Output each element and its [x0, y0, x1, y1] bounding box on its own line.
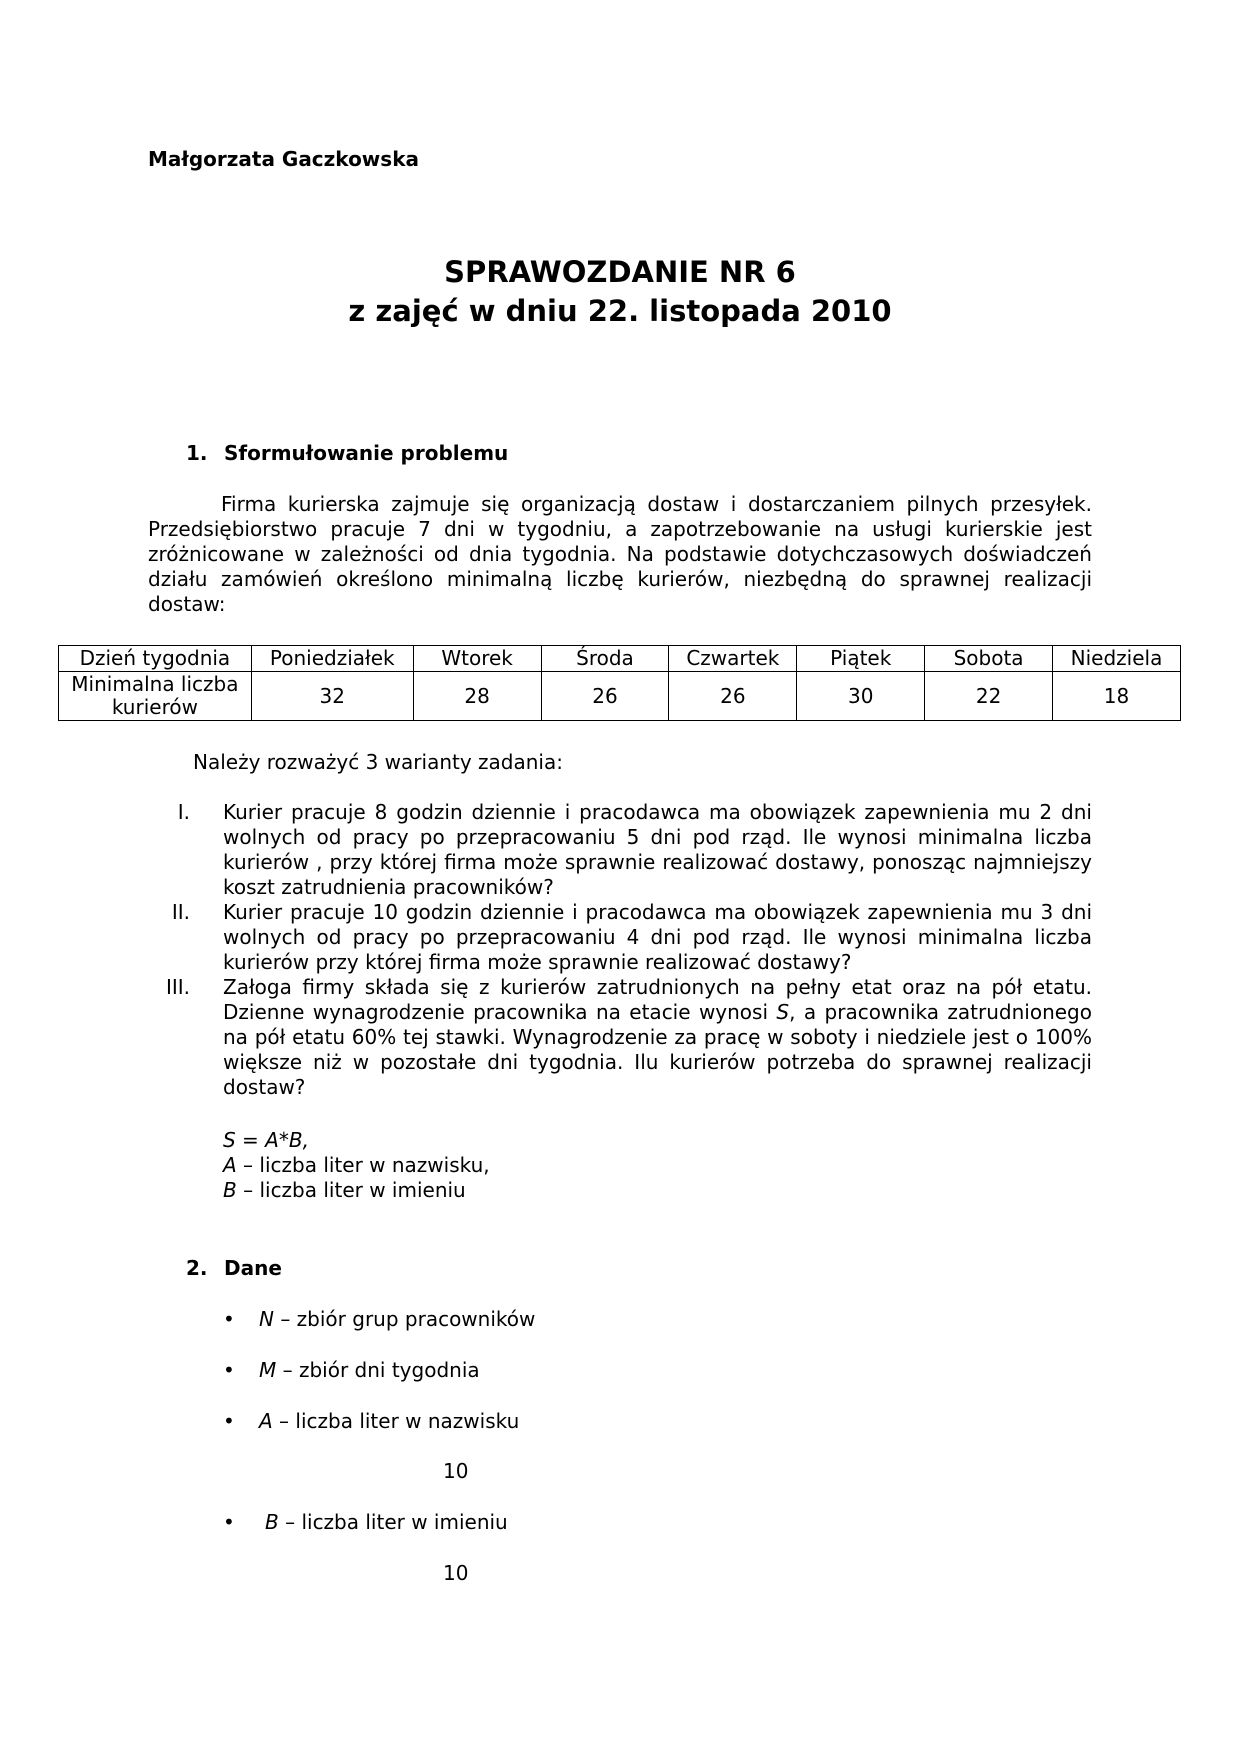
table-header-cell: Minimalna liczba kurierów — [59, 672, 252, 721]
bullet-var: A — [259, 1409, 273, 1433]
variant-item — [148, 800, 1092, 900]
section-number: 2. — [186, 1256, 208, 1280]
variant-item — [148, 900, 1092, 975]
bullet-icon: • — [223, 1409, 235, 1433]
variant-text-part: , a pracownika zatrudnionego na pół etatu 60% tej stawki. Wynagrodzenie za pracę w soboty i niedziele jest o 100% większe niż w pozostałe dni tygodnia. Ilu kurierów potrzeba do sprawnej realizacji dostaw? — [223, 1000, 1092, 1099]
value-b: 10 — [443, 1561, 469, 1585]
bullet-var: M — [259, 1358, 277, 1382]
formula-desc: – liczba liter w imieniu — [236, 1178, 466, 1202]
bullet-icon: • — [223, 1358, 235, 1382]
formula-desc: – liczba liter w nazwisku, — [236, 1153, 490, 1177]
table-cell: Wtorek — [413, 646, 541, 672]
formula-line — [223, 1178, 490, 1203]
table-row — [59, 672, 1181, 721]
variable-s: S — [776, 1000, 790, 1024]
bullet-desc: – zbiór grup pracowników — [273, 1307, 536, 1331]
table-cell: Poniedziałek — [251, 646, 413, 672]
bullet-text — [259, 1307, 535, 1331]
variant-item — [148, 975, 1092, 1100]
formula-line — [223, 1128, 490, 1153]
variant-text — [223, 975, 1092, 1100]
report-subtitle: z zajęć w dniu 22. listopada 2010 — [348, 294, 892, 328]
bullet-desc: – liczba liter w imieniu — [278, 1510, 508, 1534]
variant-text: Kurier pracuje 8 godzin dziennie i pracodawca ma obowiązek zapewnienia mu 2 dni wolnych od pracy po przepracowaniu 5 dni pod rząd. Ile wynosi minimalna liczba kurierów , przy której firma może sprawnie realizować dostawy, ponosząc najmniejszy koszt zatrudnienia pracowników? — [223, 800, 1092, 899]
bullet-text — [259, 1409, 519, 1433]
bullet-text — [265, 1510, 508, 1534]
section-title: Dane — [224, 1256, 282, 1280]
section-number: 1. — [186, 441, 208, 465]
bullet-text — [259, 1358, 480, 1382]
formula-block — [223, 1128, 490, 1203]
formula-expression: S = A*B, — [223, 1128, 309, 1152]
author-name: Małgorzata Gaczkowska — [148, 147, 419, 171]
bullet-icon: • — [223, 1510, 235, 1534]
table-cell: 18 — [1053, 672, 1181, 721]
bullet-var: N — [259, 1307, 274, 1331]
section-heading-2 — [186, 1256, 282, 1280]
variant-number: III. — [165, 975, 190, 999]
table-cell: 32 — [251, 672, 413, 721]
problem-paragraph — [148, 492, 1092, 617]
table-cell: Niedziela — [1053, 646, 1181, 672]
formula-var: A — [223, 1153, 237, 1177]
couriers-table — [58, 645, 1181, 721]
table-header-cell: Dzień tygodnia — [59, 646, 252, 672]
table-cell: Sobota — [925, 646, 1053, 672]
table-cell: Środa — [541, 646, 669, 672]
section-title: Sformułowanie problemu — [224, 441, 509, 465]
variant-number: II. — [171, 900, 190, 924]
table-cell: Piątek — [797, 646, 925, 672]
table-row — [59, 646, 1181, 672]
report-title: SPRAWOZDANIE NR 6 — [444, 255, 796, 289]
table-cell: Czwartek — [669, 646, 797, 672]
variants-intro: Należy rozważyć 3 warianty zadania: — [193, 750, 563, 774]
table-cell: 26 — [541, 672, 669, 721]
formula-line — [223, 1153, 490, 1178]
bullet-desc: – zbiór dni tygodnia — [276, 1358, 480, 1382]
table-cell: 22 — [925, 672, 1053, 721]
section-heading-1 — [186, 441, 508, 465]
value-a: 10 — [443, 1459, 469, 1483]
bullet-desc: – liczba liter w nazwisku — [272, 1409, 520, 1433]
formula-var: B — [223, 1178, 237, 1202]
problem-text: Firma kurierska zajmuje się organizacją dostaw i dostarczaniem pilnych przesyłek. Przedsiębiorstwo pracuje 7 dni w tygodniu, a zapotrzebowanie na usługi kurierskie jest zróżnicowane w zależności od dnia tygodnia. Na podstawie dotychczasowych doświadczeń działu zamówień określono minimalną liczbę kurierów, niezbędną do sprawnej realizacji dostaw: — [148, 492, 1092, 616]
variant-text-part: Załoga firmy składa się z kurierów zatrudnionych na pełny etat oraz na pół etatu. Dzienne wynagrodzenie pracownika na etacie wynosi — [223, 975, 1092, 1024]
variant-text: Kurier pracuje 10 godzin dziennie i pracodawca ma obowiązek zapewnienia mu 3 dni wolnych od pracy po przepracowaniu 4 dni pod rząd. Ile wynosi minimalna liczba kurierów przy której firma może sprawnie realizować dostawy? — [223, 900, 1092, 974]
table-cell: 26 — [669, 672, 797, 721]
table-cell: 28 — [413, 672, 541, 721]
bullet-icon: • — [223, 1307, 235, 1331]
bullet-var: B — [265, 1510, 279, 1534]
variant-number: I. — [177, 800, 190, 824]
table-cell: 30 — [797, 672, 925, 721]
